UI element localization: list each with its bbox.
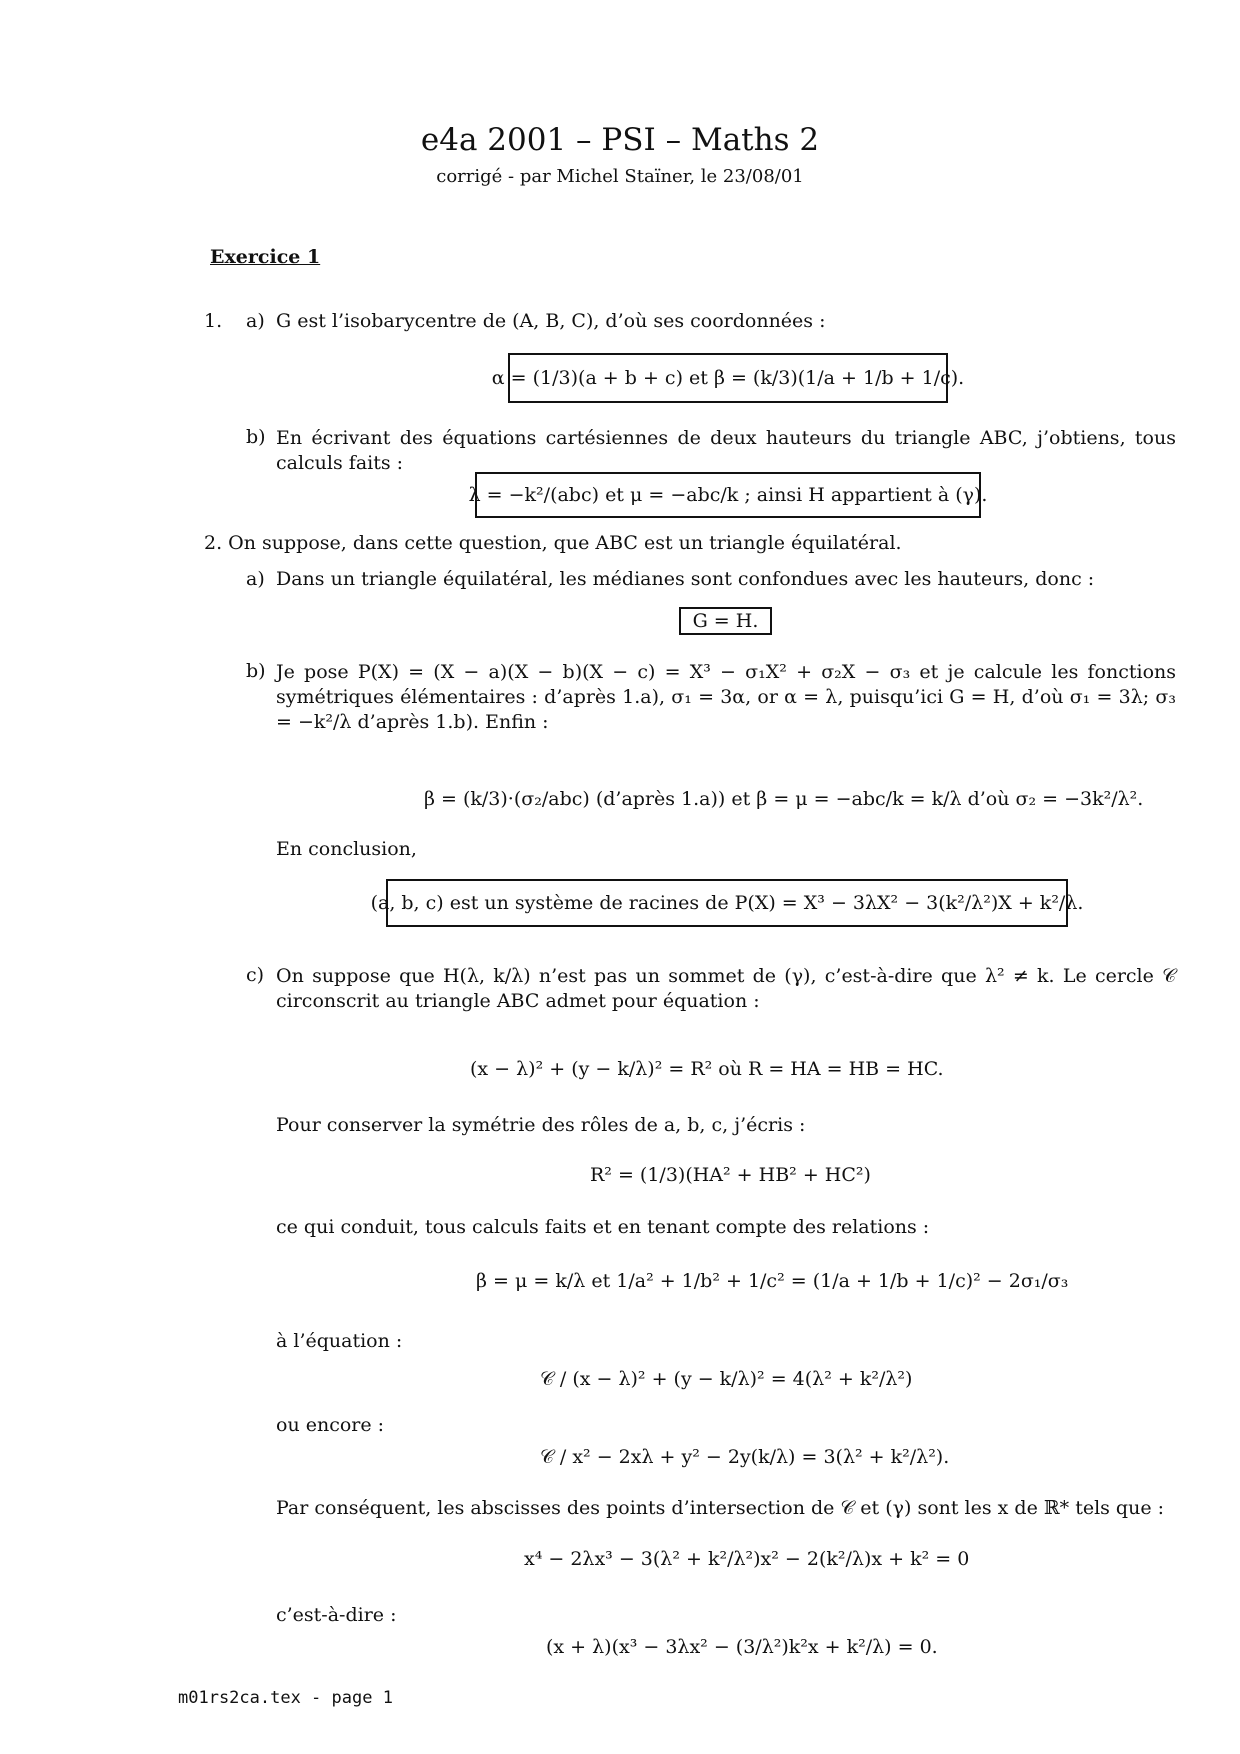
document-title: e4a 2001 – PSI – Maths 2 — [420, 122, 820, 158]
q2c-text-7: c’est-à-dire : — [276, 1604, 397, 1626]
q1-number: 1. — [204, 310, 223, 332]
q2c-circle-equation-2: 𝒞 / (x − λ)² + (y − k/λ)² = 4(λ² + k²/λ²) — [540, 1368, 913, 1390]
q2b-equation: β = (k/3)·(σ₂/abc) (d’après 1.a)) et β = μ = −abc/k = k/λ d’où σ₂ = −3k²/λ². — [424, 788, 1144, 810]
q2c-label: c) — [246, 964, 265, 986]
q1a-text: G est l’isobarycentre de (A, B, C), d’où ses coordonnées : — [276, 310, 826, 332]
page-footer: m01rs2ca.tex - page 1 — [178, 1688, 393, 1708]
q1a-label: a) — [246, 310, 265, 332]
q2c-text-5: ou encore : — [276, 1414, 385, 1436]
q2c-radius-equation: R² = (1/3)(HA² + HB² + HC²) — [590, 1164, 871, 1186]
exercise-heading: Exercice 1 — [210, 246, 321, 268]
q2c-text-6: Par conséquent, les abscisses des points d’intersection de 𝒞 et (γ) sont les x de ℝ* tels que : — [276, 1497, 1165, 1519]
q1b-text: En écrivant des équations cartésiennes de deux hauteurs du triangle ABC, j’obtiens, tous calculs faits : — [276, 427, 1176, 474]
q2b-conclusion: En conclusion, — [276, 838, 417, 860]
q2c-factored-equation: (x + λ)(x³ − 3λx² − (3/λ²)k²x + k²/λ) = 0. — [546, 1636, 938, 1658]
q2c-text-2: Pour conserver la symétrie des rôles de a, b, c, j’écris : — [276, 1114, 806, 1136]
q2a-label: a) — [246, 568, 265, 590]
q2-intro: 2. On suppose, dans cette question, que ABC est un triangle équilatéral. — [204, 532, 902, 554]
q2b-text: Je pose P(X) = (X − a)(X − b)(X − c) = X³ − σ₁X² + σ₂X − σ₃ et je calcule les fonctions symétriques élémentaires : d’après 1.a), σ₁ = 3α, or α = λ, puisqu’ici G = H, d’où σ₁ = 3λ; σ₃ = −k²/λ d’après 1.b). Enfin : — [276, 661, 1176, 733]
q2b-label: b) — [246, 660, 266, 682]
q2b-result-box: (a, b, c) est un système de racines de P(X) = X³ − 3λX² − 3(k²/λ²)X + k²/λ. — [386, 879, 1068, 927]
q2c-text-3: ce qui conduit, tous calculs faits et en tenant compte des relations : — [276, 1216, 930, 1238]
q2a-result-box: G = H. — [679, 607, 772, 635]
q2c-circle-equation: (x − λ)² + (y − k/λ)² = R² où R = HA = HB = HC. — [470, 1058, 944, 1080]
q2c-text: On suppose que H(λ, k/λ) n’est pas un sommet de (γ), c’est-à-dire que λ² ≠ k. Le cercle 𝒞 circonscrit au triangle ABC admet pour équation : — [276, 965, 1176, 1012]
q1b-result-box: λ = −k²/(abc) et μ = −abc/k ; ainsi H appartient à (γ). — [475, 472, 981, 518]
q1b-label: b) — [246, 426, 266, 448]
q1a-result-box: α = (1/3)(a + b + c) et β = (k/3)(1/a + 1/b + 1/c). — [508, 353, 948, 403]
q2a-text: Dans un triangle équilatéral, les médianes sont confondues avec les hauteurs, donc : — [276, 568, 1095, 590]
q2c-quartic-equation: x⁴ − 2λx³ − 3(λ² + k²/λ²)x² − 2(k²/λ)x + k² = 0 — [524, 1548, 970, 1570]
document-subtitle: corrigé - par Michel Staïner, le 23/08/01 — [436, 166, 804, 187]
q2c-text-4: à l’équation : — [276, 1330, 403, 1352]
q2c-circle-equation-3: 𝒞 / x² − 2xλ + y² − 2y(k/λ) = 3(λ² + k²/λ²). — [540, 1446, 950, 1468]
q2c-relations: β = μ = k/λ et 1/a² + 1/b² + 1/c² = (1/a + 1/b + 1/c)² − 2σ₁/σ₃ — [476, 1270, 1069, 1292]
